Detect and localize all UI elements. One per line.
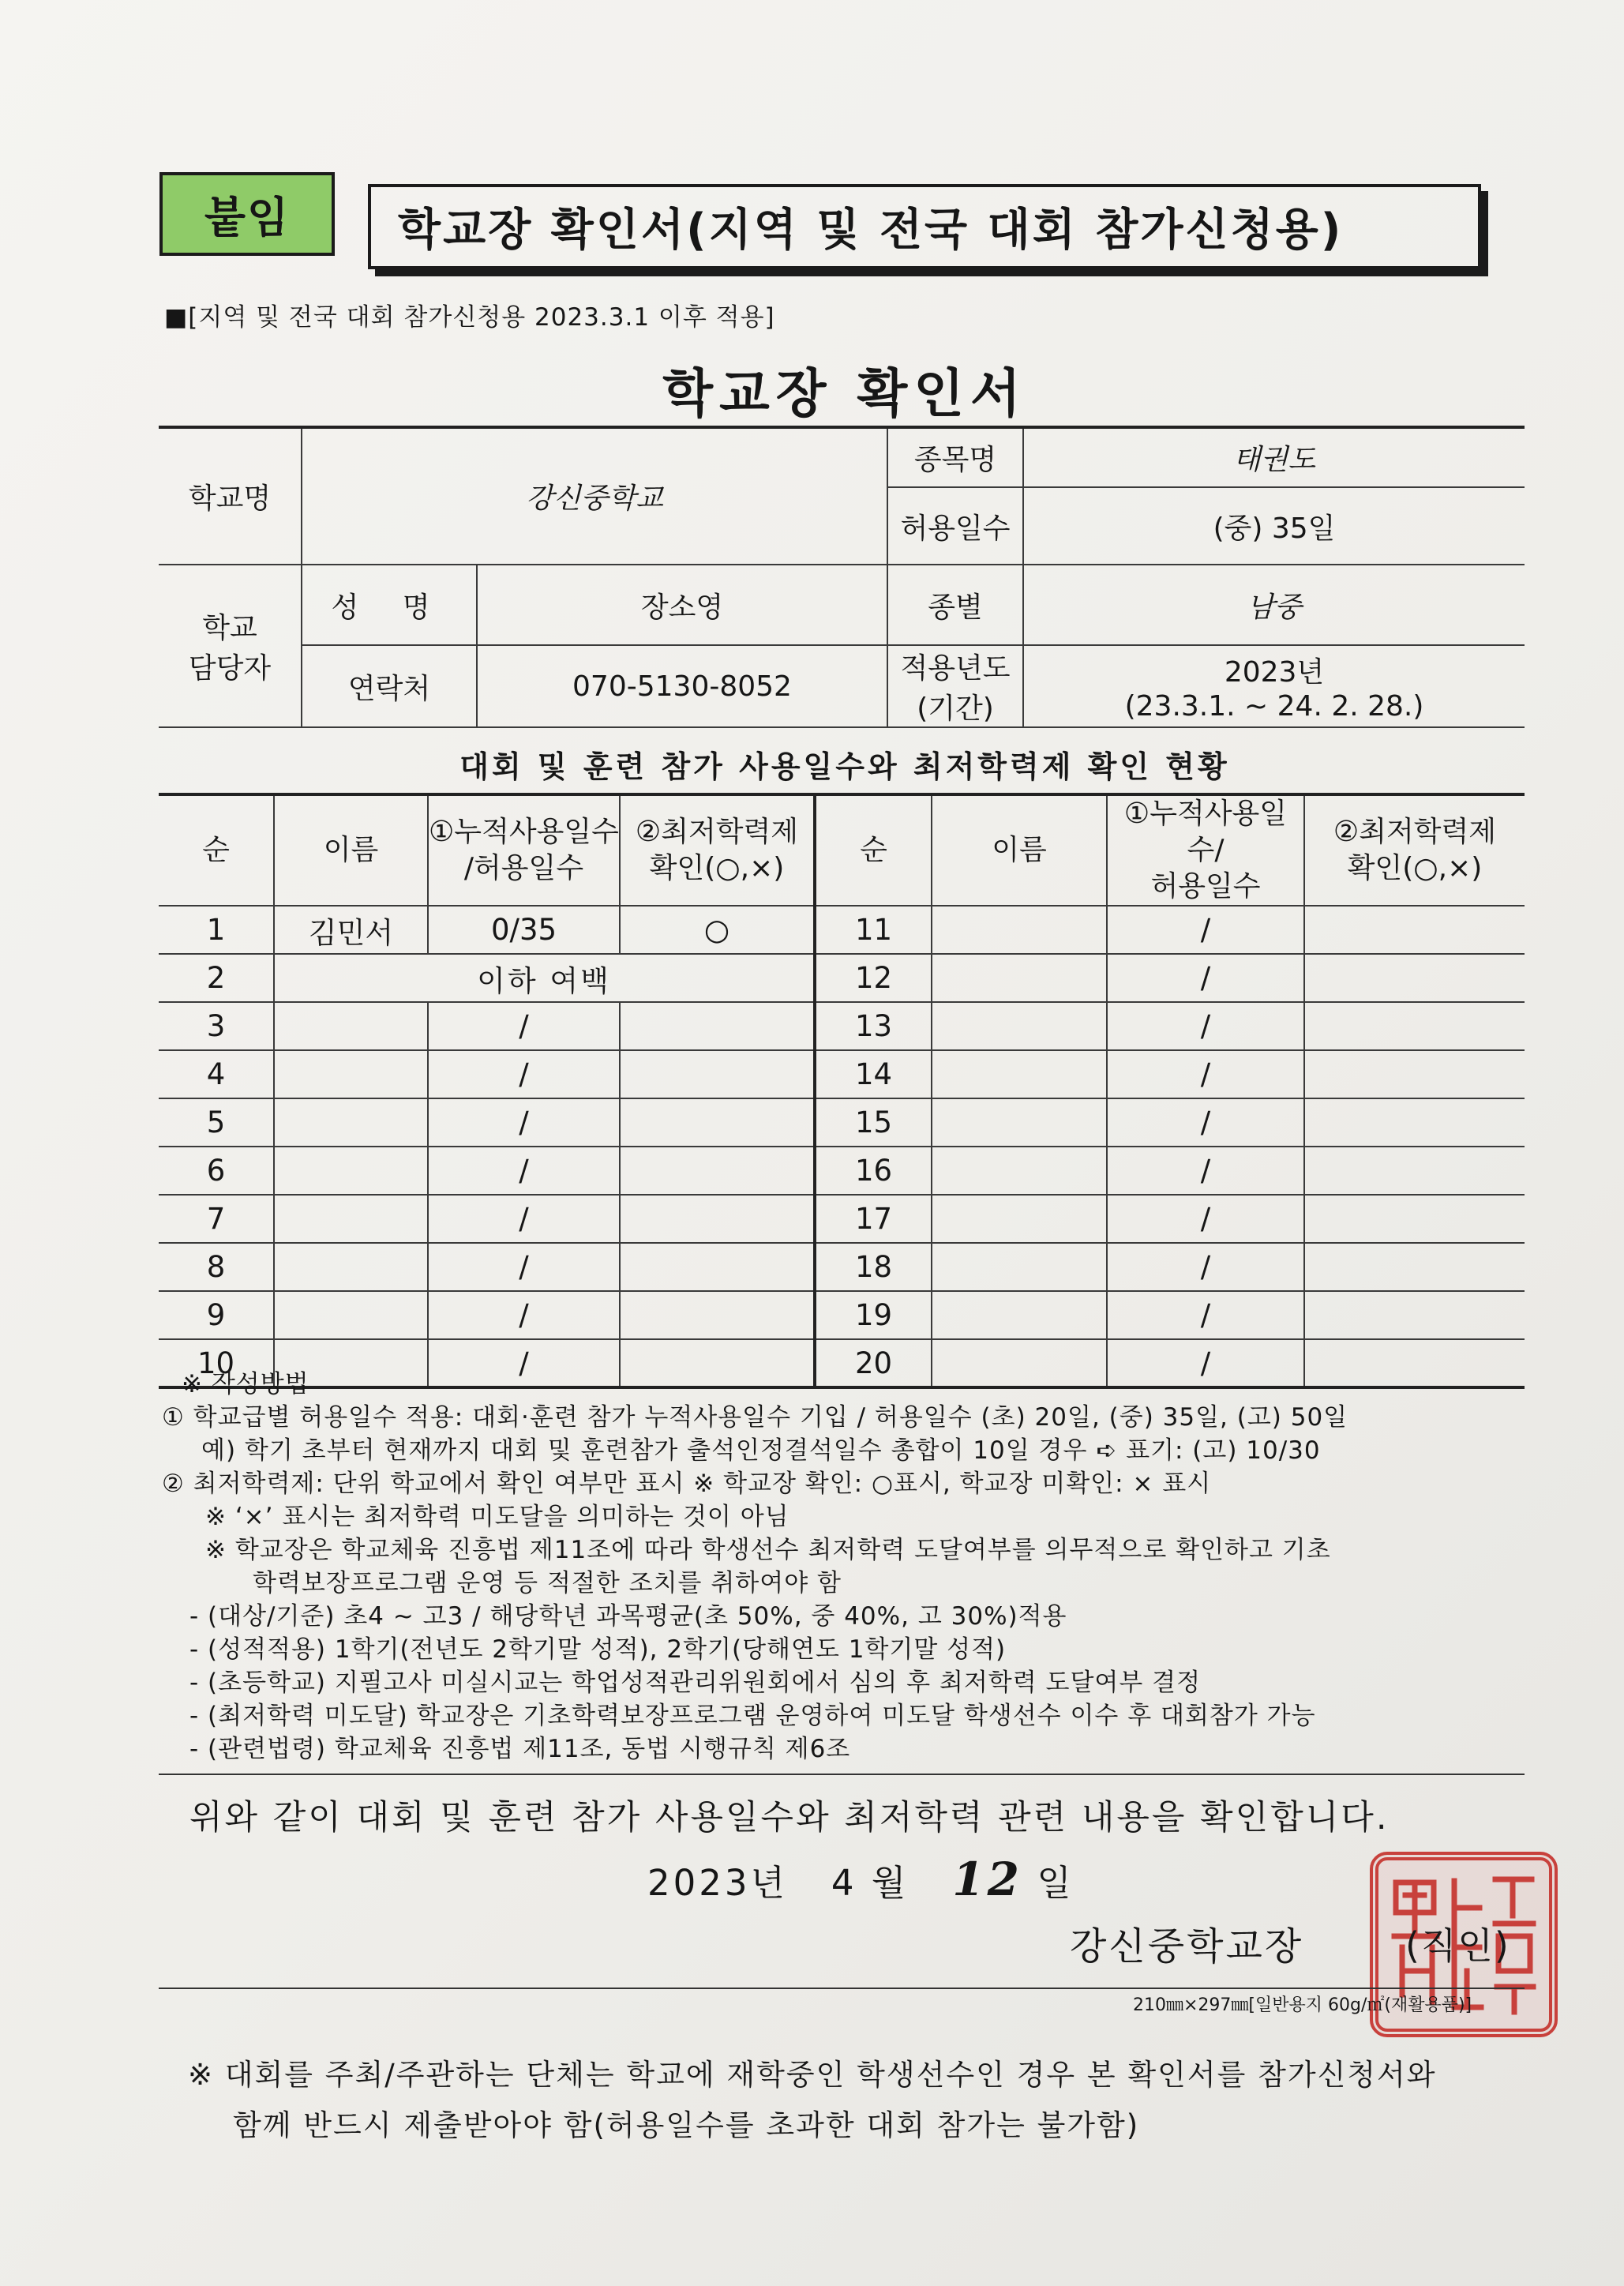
header-acad-right — [1304, 794, 1525, 906]
check-cell-right — [1304, 1195, 1525, 1243]
staff-label — [159, 565, 302, 727]
days-cell: / — [428, 1291, 620, 1339]
date-month: 4 — [831, 1862, 857, 1904]
days-cell-right: / — [1107, 1243, 1304, 1291]
date-day-unit: 일 — [1037, 1862, 1075, 1904]
days-cell: / — [428, 1243, 620, 1291]
instruction-line: ② 최저학력제: 단위 학교에서 확인 여부만 표시 ※ 학교장 확인: ○표시, 학교장 미확인: × 표시 — [162, 1470, 1212, 1498]
footer-line: 함께 반드시 제출받아야 함(허용일수를 초과한 대회 참가는 불가함) — [233, 2108, 1140, 2142]
days-cell: / — [428, 1147, 620, 1195]
applicability-note: ■[지역 및 전국 대회 참가신청용 2023.3.1 이후 적용] — [164, 303, 775, 332]
year-value-line2: (23.3.1. ~ 24. 2. 28.) — [1124, 690, 1424, 723]
name-cell — [274, 1098, 428, 1147]
row-number-right: 14 — [815, 1050, 932, 1098]
header-acad-right-line2: 확인(○,×) — [1347, 852, 1483, 885]
instruction-line: - (초등학교) 지필고사 미실시교는 학업성적관리위원회에서 심의 후 최저학력 도달여부 결정 — [189, 1669, 1202, 1697]
gender-value: 남중 — [1023, 565, 1525, 645]
instruction-line: - (관련법령) 학교체육 진흥법 제11조, 동법 시행규칙 제6조 — [189, 1735, 851, 1763]
table-row — [159, 1243, 1525, 1291]
name-cell-right — [932, 1002, 1107, 1050]
instruction-line: ※ ‘×’ 표시는 최저학력 미도달을 의미하는 것이 아님 — [205, 1503, 789, 1531]
check-cell-right — [1304, 1050, 1525, 1098]
days-label: 허용일수 — [887, 487, 1023, 565]
name-cell-right — [932, 1147, 1107, 1195]
table-row — [159, 1098, 1525, 1147]
instruction-line: ※ 학교장은 학교체육 진흥법 제11조에 따라 학생선수 최저학력 도달여부를 의무적으로 확인하고 기초 — [205, 1536, 1331, 1564]
instruction-line: ① 학교급별 허용일수 적용: 대회·훈련 참가 누적사용일수 기입 / 허용일수 (초) 20일, (중) 35일, (고) 50일 — [162, 1403, 1348, 1432]
date-month-unit: 월 — [871, 1862, 910, 1904]
instruction-line: - (대상/기준) 초4 ~ 고3 / 해당학년 과목평균(초 50%, 중 40%, 고 30%)적용 — [189, 1602, 1067, 1631]
check-cell — [620, 1002, 815, 1050]
name-value: 장소영 — [477, 565, 887, 645]
year-label-line2: (기간) — [917, 693, 994, 725]
instruction-line: ※ 작성방법 — [182, 1370, 309, 1398]
principal-signer: 강신중학교장 — [1070, 1924, 1304, 1969]
attachment-badge: 붙임 — [159, 172, 335, 256]
row-number: 7 — [159, 1195, 274, 1243]
days-cell-right: / — [1107, 1339, 1304, 1387]
year-label-line1: 적용년도 — [900, 652, 1011, 685]
table-row — [159, 1147, 1525, 1195]
athlete-name: 김민서 — [274, 906, 428, 954]
check-cell — [620, 1291, 815, 1339]
name-cell — [274, 1195, 428, 1243]
check-cell — [620, 1050, 815, 1098]
name-cell — [274, 1050, 428, 1098]
staff-label-line2: 담당자 — [188, 652, 272, 685]
info-table — [159, 426, 1525, 728]
header-name: 이름 — [274, 794, 428, 906]
year-value-line1: 2023년 — [1224, 656, 1325, 689]
instruction-line: - (최저학력 미도달) 학교장은 기초학력보장프로그램 운영하여 미도달 학생선수 이수 후 대회참가 가능 — [189, 1702, 1316, 1730]
contact-value: 070-5130-8052 — [477, 645, 887, 727]
check-cell — [620, 1195, 815, 1243]
days-cell: / — [428, 1195, 620, 1243]
header-acad-line1: ②최저학력제 — [635, 816, 799, 849]
name-cell — [274, 1243, 428, 1291]
table-row — [159, 954, 1525, 1002]
check-cell-right — [1304, 1098, 1525, 1147]
header-acad — [620, 794, 815, 906]
instructions — [162, 1368, 1348, 1766]
date-day: 12 — [952, 1852, 1022, 1906]
header-title: 학교장 확인서(지역 및 전국 대회 참가신청용) — [368, 184, 1481, 269]
year-value — [1023, 645, 1525, 727]
days-cell-right: / — [1107, 1050, 1304, 1098]
name-cell-right — [932, 1098, 1107, 1147]
name-cell-right — [932, 954, 1107, 1002]
form-title: 학교장 확인서 — [662, 363, 1027, 424]
row-number-right: 13 — [815, 1002, 932, 1050]
instruction-line: - (성적적용) 1학기(전년도 2학기말 성적), 2학기(당해연도 1학기말 성적) — [189, 1635, 1007, 1664]
name-cell — [274, 1002, 428, 1050]
days-cell-right: / — [1107, 906, 1304, 954]
days-cell: / — [428, 1050, 620, 1098]
row-number-right: 18 — [815, 1243, 932, 1291]
header-days-line2: /허용일수 — [463, 852, 584, 885]
name-label: 성 명 — [302, 565, 477, 645]
check-cell-right — [1304, 1291, 1525, 1339]
row-number-right: 17 — [815, 1195, 932, 1243]
name-cell-right — [932, 1243, 1107, 1291]
instruction-line: 학력보장프로그램 운영 등 적절한 조치를 취하여야 함 — [253, 1569, 842, 1597]
days-cell: / — [428, 1002, 620, 1050]
table-row — [159, 1195, 1525, 1243]
header-acad-right-line1: ②최저학력제 — [1333, 816, 1497, 849]
row-number: 4 — [159, 1050, 274, 1098]
footer-line: ※ 대회를 주최/주관하는 단체는 학교에 재학중인 학생선수인 경우 본 확인서를 참가신청서와 — [188, 2058, 1437, 2092]
check-cell-right — [1304, 906, 1525, 954]
confirmation-text: 위와 같이 대회 및 훈련 참가 사용일수와 최저학력 관련 내용을 확인합니다. — [189, 1798, 1390, 1837]
row-number: 10 — [159, 1339, 274, 1387]
row-number-right: 12 — [815, 954, 932, 1002]
sport-label: 종목명 — [887, 427, 1023, 487]
header-days-right — [1107, 794, 1304, 906]
days-cell: / — [428, 1339, 620, 1387]
check-cell-right — [1304, 1002, 1525, 1050]
divider — [159, 1774, 1525, 1775]
row-number: 6 — [159, 1147, 274, 1195]
header-no-right: 순 — [815, 794, 932, 906]
school-value: 강신중학교 — [302, 427, 887, 565]
sport-value: 태권도 — [1023, 427, 1525, 487]
footer-note — [188, 2050, 1437, 2151]
check-cell-right — [1304, 954, 1525, 1002]
header-days-right-line2: 허용일수 — [1150, 870, 1261, 903]
instruction-line: 예) 학기 초부터 현재까지 대회 및 훈련참가 출석인정결석일수 총합이 10일 경우 ➪ 표기: (고) 10/30 — [201, 1436, 1321, 1465]
days-cell-right: / — [1107, 1002, 1304, 1050]
row-number: 2 — [159, 954, 274, 1002]
table-row — [159, 906, 1525, 954]
header-days-line1: ①누적사용일수 — [429, 816, 619, 849]
table-row — [159, 1050, 1525, 1098]
header-days — [428, 794, 620, 906]
roster-title: 대회 및 훈련 참가 사용일수와 최저학력제 확인 현황 — [459, 749, 1230, 784]
check-cell-right — [1304, 1243, 1525, 1291]
school-label: 학교명 — [159, 427, 302, 565]
name-cell-right — [932, 1291, 1107, 1339]
days-value: (중) 35일 — [1023, 487, 1525, 565]
row-number: 8 — [159, 1243, 274, 1291]
name-cell — [274, 1291, 428, 1339]
seal-label: (직인) — [1405, 1924, 1510, 1967]
divider — [159, 1988, 1525, 1989]
days-cell-right: / — [1107, 1291, 1304, 1339]
days-cell: / — [428, 1098, 620, 1147]
check-cell-right — [1304, 1147, 1525, 1195]
name-cell-right — [932, 906, 1107, 954]
gender-label: 종별 — [887, 565, 1023, 645]
paper-spec: 210㎜×297㎜[일반용지 60g/㎡(재활용품)] — [1133, 1995, 1472, 2015]
row-number-right: 19 — [815, 1291, 932, 1339]
name-cell-right — [932, 1050, 1107, 1098]
blank-below-note: 이하 여백 — [274, 954, 815, 1002]
check-cell — [620, 1098, 815, 1147]
roster-table — [159, 793, 1525, 1389]
year-label — [887, 645, 1023, 727]
row-number: 9 — [159, 1291, 274, 1339]
staff-label-line1: 학교 — [202, 612, 257, 644]
days-cell-right: / — [1107, 954, 1304, 1002]
row-number-right: 16 — [815, 1147, 932, 1195]
header-acad-line2: 확인(○,×) — [649, 852, 785, 885]
header-no: 순 — [159, 794, 274, 906]
name-cell-right — [932, 1195, 1107, 1243]
row-number: 5 — [159, 1098, 274, 1147]
name-cell — [274, 1147, 428, 1195]
days-cell-right: / — [1107, 1098, 1304, 1147]
table-row — [159, 1291, 1525, 1339]
table-row — [159, 1002, 1525, 1050]
check-cell — [620, 1147, 815, 1195]
athlete-check: ○ — [620, 906, 815, 954]
row-number-right: 20 — [815, 1339, 932, 1387]
days-cell-right: / — [1107, 1147, 1304, 1195]
check-cell — [620, 1243, 815, 1291]
athlete-days: 0/35 — [428, 906, 620, 954]
date-year: 2023년 — [647, 1862, 788, 1904]
row-number: 1 — [159, 906, 274, 954]
row-number: 3 — [159, 1002, 274, 1050]
issue-date — [647, 1852, 1075, 1906]
row-number-right: 11 — [815, 906, 932, 954]
header-name-right: 이름 — [932, 794, 1107, 906]
header-days-right-line1: ①누적사용일수/ — [1123, 798, 1288, 867]
days-cell-right: / — [1107, 1195, 1304, 1243]
row-number-right: 15 — [815, 1098, 932, 1147]
contact-label: 연락처 — [302, 645, 477, 727]
